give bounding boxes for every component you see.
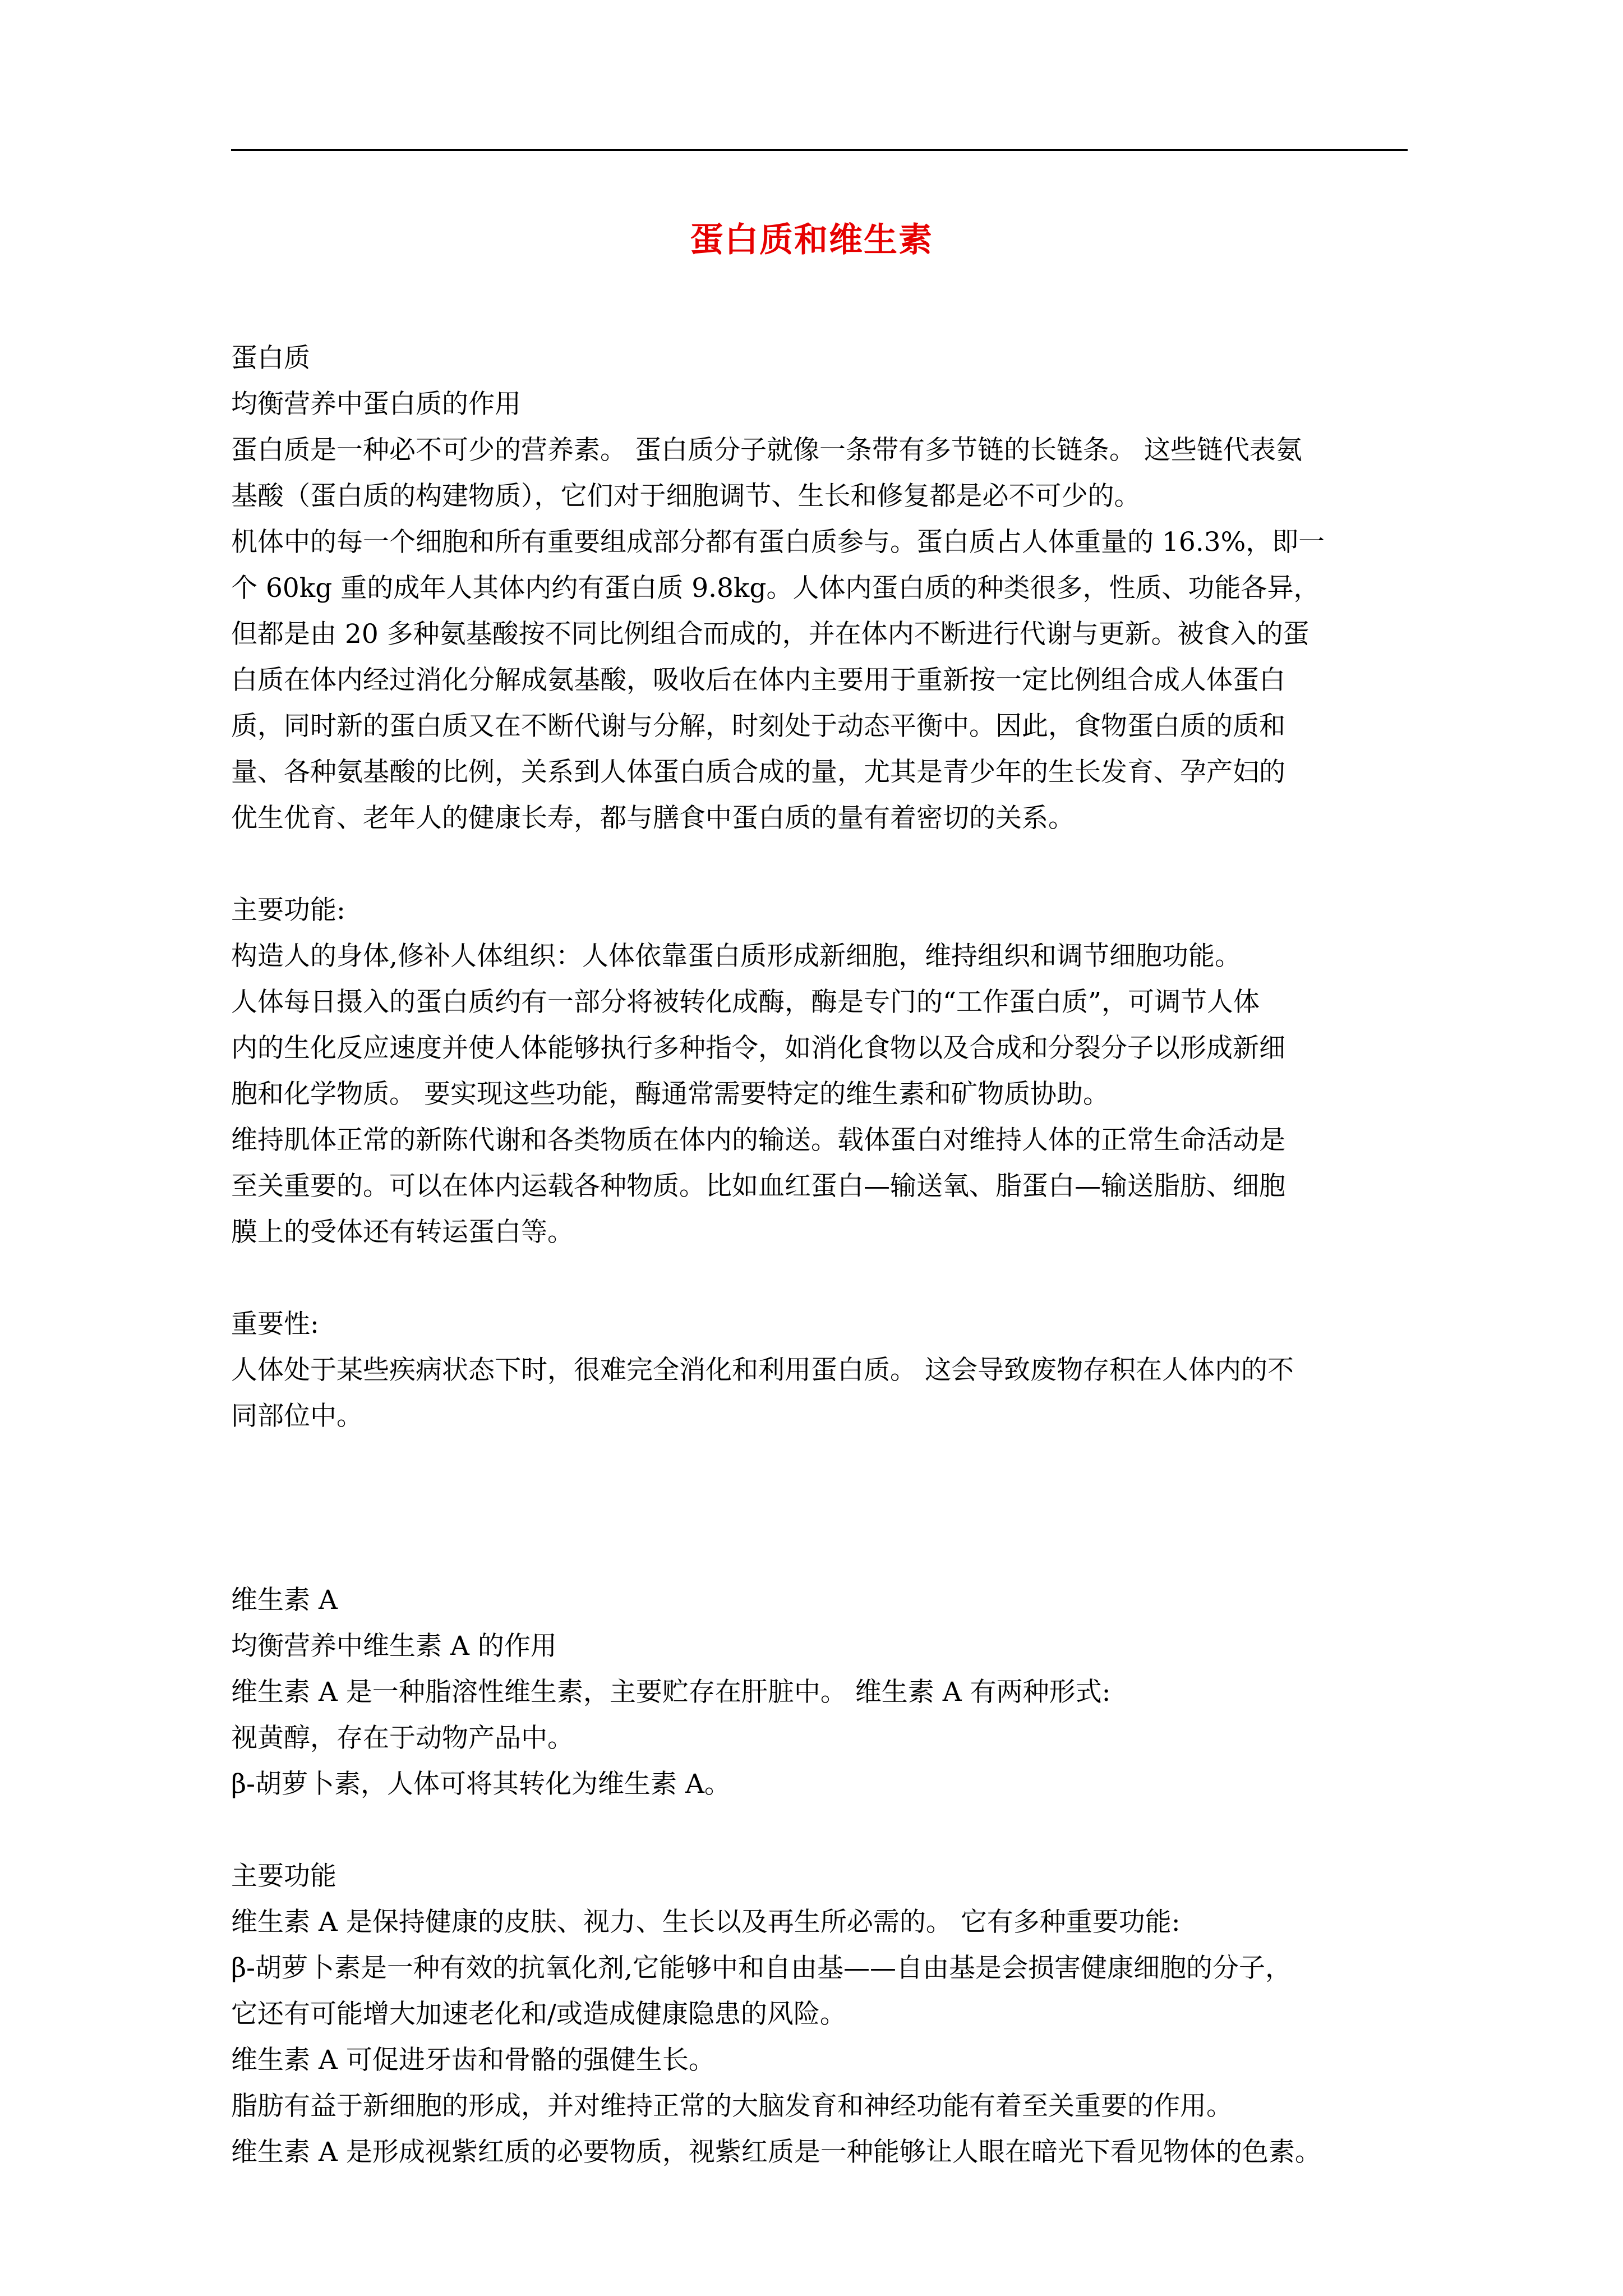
paragraph-line: 脂肪有益于新细胞的形成，并对维持正常的大脑发育和神经功能有着至关重要的作用。 [231, 2091, 1233, 2122]
paragraph-line: 维生素 A 是一种脂溶性维生素，主要贮存在肝脏中。 维生素 A 有两种形式: [231, 1677, 1111, 1708]
spacer [231, 1807, 1414, 1853]
section-heading-vitamin-a: 维生素 A [231, 1585, 338, 1616]
paragraph-line: 同部位中。 [231, 1401, 363, 1432]
section-spacer [231, 1439, 1414, 1577]
paragraph-line: 优生优育、老年人的健康长寿，都与膳食中蛋白质的量有着密切的关系。 [231, 803, 1075, 834]
paragraph-line: 维生素 A 是保持健康的皮肤、视力、生长以及再生所必需的。 它有多种重要功能: [231, 1907, 1181, 1938]
paragraph-line: 它还有可能增大加速老化和/或造成健康隐患的风险。 [231, 1999, 846, 2030]
section-subheading-vitamin-a: 均衡营养中维生素 A 的作用 [231, 1631, 557, 1662]
paragraph-line: 维生素 A 是形成视紫红质的必要物质，视紫红质是一种能够让人眼在暗光下看见物体的色素。 [231, 2137, 1321, 2168]
importance-heading-protein: 重要性: [231, 1309, 319, 1340]
section-subheading-protein: 均衡营养中蛋白质的作用 [231, 389, 521, 420]
paragraph-line: 胞和化学物质。 要实现这些功能，酶通常需要特定的维生素和矿物质协助。 [231, 1079, 1109, 1110]
paragraph-line: 维持肌体正常的新陈代谢和各类物质在体内的输送。载体蛋白对维持人体的正常生命活动是 [231, 1125, 1285, 1156]
document-title: 蛋白质和维生素 [690, 220, 933, 260]
paragraph-line: 个 60kg 重的成年人其体内约有蛋白质 9.8kg。人体内蛋白质的种类很多，性质、功能各异， [231, 573, 1320, 604]
paragraph-line: 质，同时新的蛋白质又在不断代谢与分解，时刻处于动态平衡中。因此，食物蛋白质的质和 [231, 711, 1285, 742]
paragraph-line: 基酸（蛋白质的构建物质），它们对于细胞调节、生长和修复都是必不可少的。 [231, 481, 1141, 512]
paragraph-line: 机体中的每一个细胞和所有重要组成部分都有蛋白质参与。蛋白质占人体重量的 16.3%，即一 [231, 527, 1325, 558]
paragraph-line: 至关重要的。可以在体内运载各种物质。比如血红蛋白—输送氧、脂蛋白—输送脂肪、细胞 [231, 1171, 1285, 1202]
paragraph-line: 人体处于某些疾病状态下时，很难完全消化和利用蛋白质。 这会导致废物存积在人体内的不 [231, 1355, 1294, 1386]
paragraph-line: 维生素 A 可促进牙齿和骨骼的强健生长。 [231, 2045, 715, 2076]
paragraph-line: 量、各种氨基酸的比例，关系到人体蛋白质合成的量，尤其是青少年的生长发育、孕产妇的 [231, 757, 1285, 788]
paragraph-line: β-胡萝卜素是一种有效的抗氧化剂,它能够中和自由基——自由基是会损害健康细胞的分子， [231, 1953, 1292, 1984]
spacer [231, 841, 1414, 887]
header-rule [231, 149, 1408, 151]
paragraph-line: 视黄醇，存在于动物产品中。 [231, 1723, 574, 1754]
paragraph-line: 白质在体内经过消化分解成氨基酸，吸收后在体内主要用于重新按一定比例组合成人体蛋白 [231, 665, 1285, 696]
paragraph-line: β-胡萝卜素，人体可将其转化为维生素 A。 [231, 1769, 731, 1800]
paragraph-line: 但都是由 20 多种氨基酸按不同比例组合而成的，并在体内不断进行代谢与更新。被食入的蛋 [231, 619, 1310, 650]
document-body [231, 335, 1414, 2175]
paragraph-line: 人体每日摄入的蛋白质约有一部分将被转化成酶，酶是专门的“工作蛋白质”，可调节人体 [231, 987, 1260, 1018]
protein-section [231, 335, 1414, 1439]
paragraph-line: 蛋白质是一种必不可少的营养素。 蛋白质分子就像一条带有多节链的长链条。 这些链代表氨 [231, 435, 1302, 466]
functions-heading-protein: 主要功能: [231, 895, 345, 926]
spacer [231, 1255, 1414, 1301]
section-heading-protein: 蛋白质 [231, 343, 310, 374]
paragraph-line: 构造人的身体,修补人体组织：人体依靠蛋白质形成新细胞，维持组织和调节细胞功能。 [231, 941, 1241, 972]
functions-heading-vitamin-a: 主要功能 [231, 1861, 336, 1892]
paragraph-line: 膜上的受体还有转运蛋白等。 [231, 1217, 574, 1248]
vitamin-a-section [231, 1577, 1414, 2175]
paragraph-line: 内的生化反应速度并使人体能够执行多种指令，如消化食物以及合成和分裂分子以形成新细 [231, 1033, 1285, 1064]
